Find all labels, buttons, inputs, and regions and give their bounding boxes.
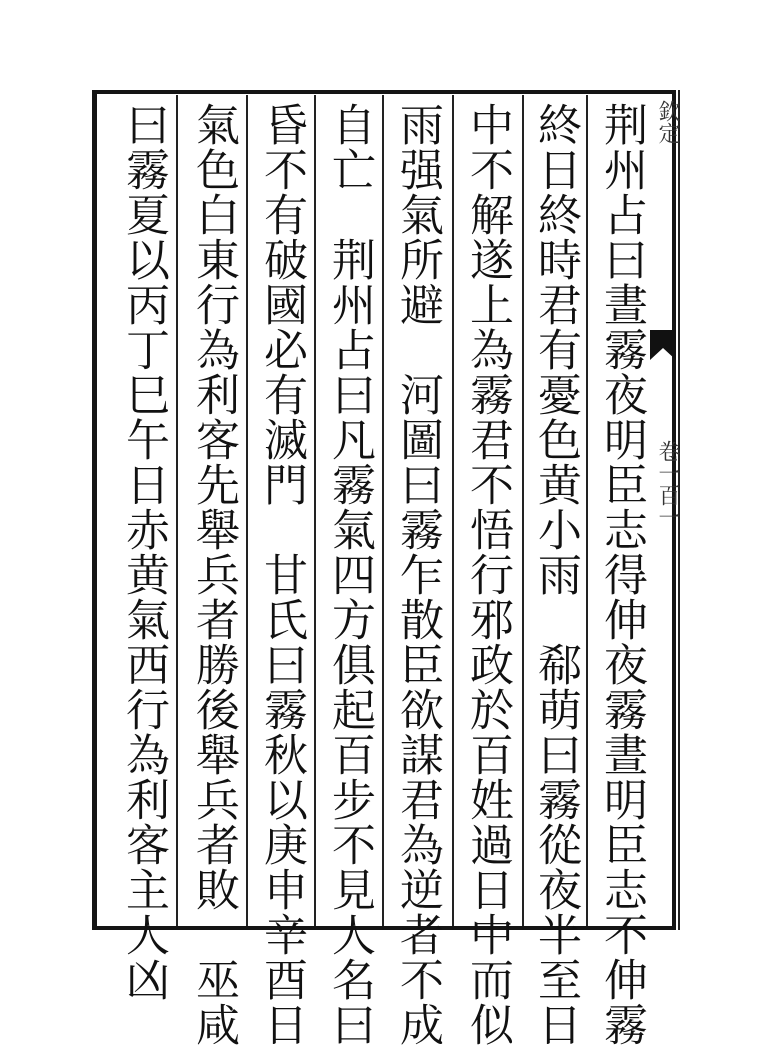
text-column-6: 昏不有破國必有滅門 甘氏曰霧秋以庚申辛酉日 — [256, 102, 307, 1047]
text-column-4: 雨强氣所避 河圖曰霧乍散臣欲謀君為逆者不成 — [392, 102, 443, 1047]
column-rule — [382, 95, 384, 926]
text-column-8: 曰霧夏以丙丁巳午日赤黄氣西行為利客主人凶 — [118, 102, 169, 1002]
text-column-7: 氣色白東行為利客先舉兵者勝後舉兵者敗 巫咸 — [188, 102, 239, 1047]
column-rule — [176, 95, 178, 926]
margin-title: 欽定 — [655, 100, 680, 144]
column-rule — [314, 95, 316, 926]
margin-volume: 卷一百一 — [655, 440, 680, 528]
text-column-1: 荆州占曰晝霧夜明臣志得伸夜霧晝明臣志不伸霧 — [596, 102, 647, 1047]
column-rule — [522, 95, 524, 926]
page-border — [92, 90, 680, 1047]
column-rule — [246, 95, 248, 926]
text-column-2: 終日終時君有憂色黄小雨 郗萌曰霧從夜半至日 — [530, 102, 581, 1047]
text-column-5: 自亡 荆州占曰凡霧氣四方俱起百步不見人名曰 — [324, 102, 375, 1047]
text-column-3: 中不解遂上為霧君不悟行邪政於百姓過日中而似 — [462, 102, 513, 1047]
column-rule — [452, 95, 454, 926]
column-rule — [586, 95, 588, 926]
